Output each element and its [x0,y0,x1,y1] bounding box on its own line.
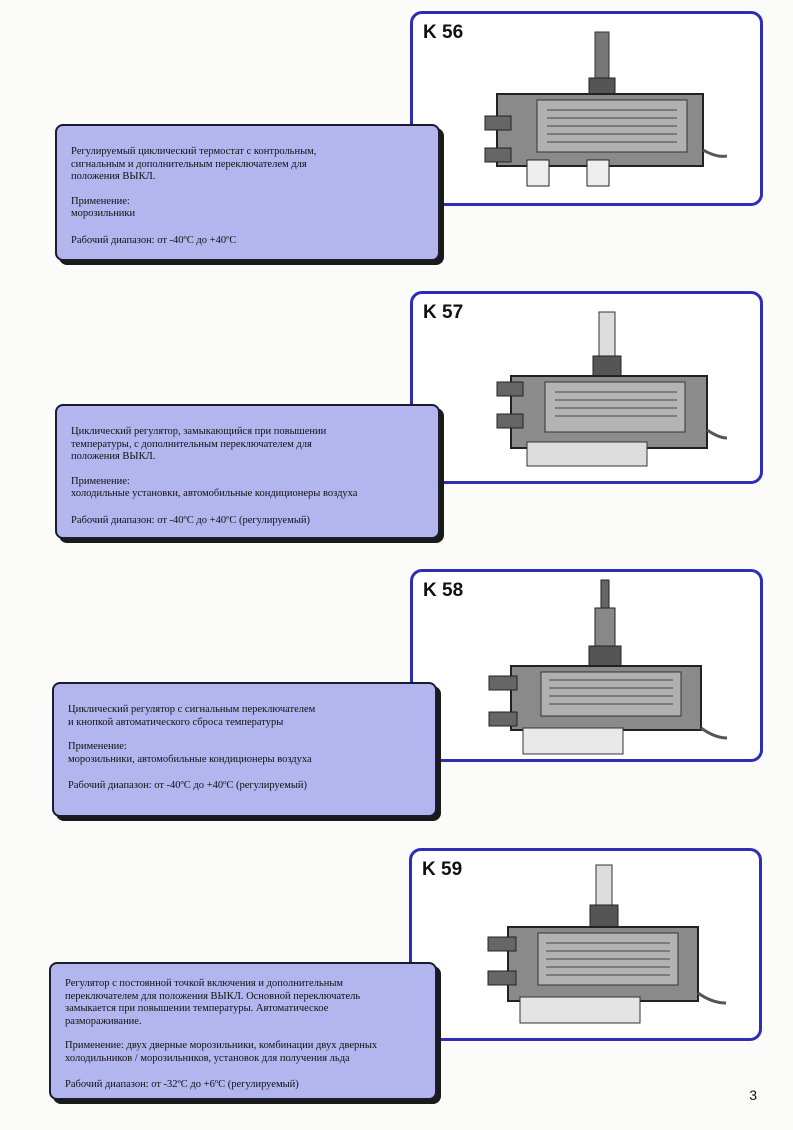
page-number: 3 [749,1087,757,1103]
model-label: K 58 [423,580,464,601]
product-description-box [49,962,437,1100]
product-description: Регулируемый циклический термостат с контрольным, сигнальным и дополнительным переключателем для положения ВЫКЛ. [71,146,317,182]
model-label: K 56 [423,22,464,43]
operating-range: Рабочий диапазон: от -32ºC до +6ºC (регулируемый) [65,1079,299,1090]
product-application: Применение: морозильники [71,195,136,219]
product-description-box [55,404,440,539]
product-application: Применение: двух дверные морозильники, комбинации двух дверных холодильников / морозильников, установок для получения льда [65,1040,378,1064]
product-photo-frame-k58 [410,569,763,762]
product-description: Циклический регулятор с сигнальным переключателем и кнопкой автоматического сброса температуры [68,704,316,728]
product-application: Применение: холодильные установки, автомобильные кондиционеры воздуха [71,475,358,499]
operating-range: Рабочий диапазон: от -40ºC до +40ºC [71,234,237,246]
thermostat-photo [487,310,727,475]
model-label: K 57 [423,302,464,323]
product-description-box [55,124,440,261]
product-photo-frame-k57 [410,291,763,484]
thermostat-photo [483,578,727,758]
product-application: Применение: морозильники, автомобильные кондиционеры воздуха [68,741,312,765]
model-label: K 59 [422,859,463,880]
product-photo-frame-k59 [409,848,762,1041]
operating-range: Рабочий диапазон: от -40ºC до +40ºC (регулируемый) [68,780,308,791]
product-description-box [52,682,437,817]
thermostat-photo [482,863,726,1033]
product-description: Циклический регулятор, замыкающийся при повышении температуры, с дополнительным переключателем для положения ВЫКЛ. [71,426,327,462]
thermostat-photo [477,30,727,195]
product-description: Регулятор с постоянной точкой включения и дополнительным переключателем для положения ВЫКЛ. Основной переключатель замыкается при повышении температуры. Автоматическое размораживание. [65,978,361,1027]
operating-range: Рабочий диапазон: от -40ºC до +40ºC (регулируемый) [71,514,311,526]
product-photo-frame-k56 [410,11,763,206]
